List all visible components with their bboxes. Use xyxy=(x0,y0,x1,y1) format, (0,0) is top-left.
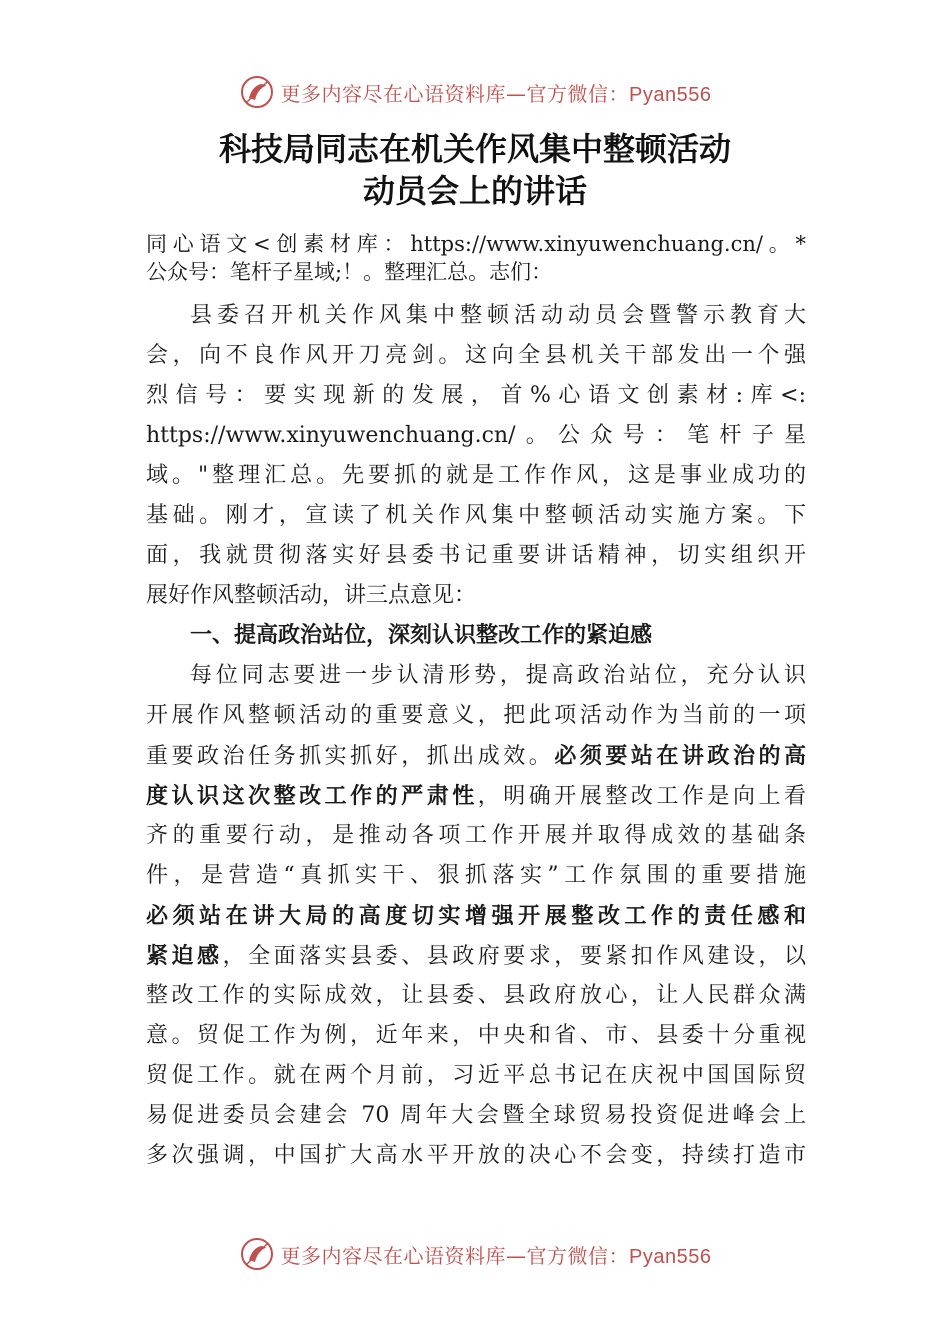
text-line: 面，我就贯彻落实好县委书记重要讲话精神，切实组织开 xyxy=(146,543,806,568)
title-line-2: 动员会上的讲话 xyxy=(362,172,587,210)
paragraph-intro xyxy=(146,296,806,616)
footer-banner xyxy=(0,1232,950,1276)
text-line: 整改工作的实际成效，让县委、县政府放心，让人民群众满 xyxy=(146,983,806,1008)
text-line: 件，是营造“真抓实干、狠抓落实”工作氛围的重要措施 xyxy=(146,863,806,888)
logo-icon xyxy=(239,74,275,110)
emphasis-text: 紧迫感 xyxy=(146,943,223,969)
text-line: 意。贸促工作为例，近年来，中央和省、市、县委十分重视 xyxy=(146,1023,806,1048)
wechat-id: Pyan556 xyxy=(629,83,712,106)
source-line-1: 同心语文<创素材库：https://www.xinyuwenchuang.cn/。* xyxy=(146,232,806,256)
page-title xyxy=(0,128,950,212)
text-line: 多次强调，中国扩大高水平开放的决心不会变，持续打造市 xyxy=(146,1143,806,1168)
emphasis-text: 度认识这次整改工作的严肃性 xyxy=(146,783,478,809)
text-line: 紧迫感，全面落实县委、县政府要求，要紧扣作风建设，以 xyxy=(146,943,806,969)
emphasis-line: 必须站在讲大局的高度切实增强开展整改工作的责任感和 xyxy=(146,903,806,929)
text-line: 域。"整理汇总。先要抓的就是工作作风，这是事业成功的 xyxy=(146,463,806,488)
text-line: 县委召开机关作风集中整顿活动动员会暨警示教育大 xyxy=(190,303,806,328)
header-banner xyxy=(0,70,950,114)
text-line: 齐的重要行动，是推动各项工作开展并取得成效的基础条 xyxy=(146,823,806,848)
text-line: 基础。刚才，宣读了机关作风集中整顿活动实施方案。下 xyxy=(146,503,806,528)
text-line: 会，向不良作风开刀亮剑。这向全县机关干部发出一个强 xyxy=(146,343,806,368)
text-line: 烈信号：要实现新的发展，首%心语文创素材:库<: xyxy=(146,383,806,408)
source-line-2: 公众号：笔杆子星域;！。整理汇总。志们： xyxy=(146,260,553,284)
banner-text: 更多内容尽在心语资料库—官方微信：Pyan556 xyxy=(280,81,712,106)
text-line: https://www.xinyuwenchuang.cn/。公众号：笔杆子星 xyxy=(146,423,806,448)
text-line: 开展作风整顿活动的重要意义，把此项活动作为当前的一项 xyxy=(146,703,806,728)
text-line: 展好作风整顿活动，讲三点意见： xyxy=(146,583,477,608)
text-line: 重要政治任务抓实抓好，抓出成效。必须要站在讲政治的高 xyxy=(146,743,806,769)
text-line: 每位同志要进一步认清形势，提高政治站位，充分认识 xyxy=(190,663,806,688)
text-line: 易促进委员会建会 70 周年大会暨全球贸易投资促进峰会上 xyxy=(146,1103,806,1128)
source-note xyxy=(146,230,806,286)
paragraph-section-1 xyxy=(146,656,806,1176)
banner-text: 更多内容尽在心语资料库—官方微信：Pyan556 xyxy=(280,1243,712,1268)
emphasis-text: 必须要站在讲政治的高 xyxy=(554,743,806,769)
section-heading-1: 一、提高政治站位，深刻认识整改工作的紧迫感 xyxy=(190,623,653,648)
title-line-1: 科技局同志在机关作风集中整顿活动 xyxy=(218,130,731,168)
logo-icon xyxy=(239,1236,275,1272)
text-line: 度认识这次整改工作的严肃性，明确开展整改工作是向上看 xyxy=(146,783,806,809)
wechat-id: Pyan556 xyxy=(629,1245,712,1268)
text-line: 贸促工作。就在两个月前，习近平总书记在庆祝中国国际贸 xyxy=(146,1063,806,1088)
document-body xyxy=(146,230,806,1176)
